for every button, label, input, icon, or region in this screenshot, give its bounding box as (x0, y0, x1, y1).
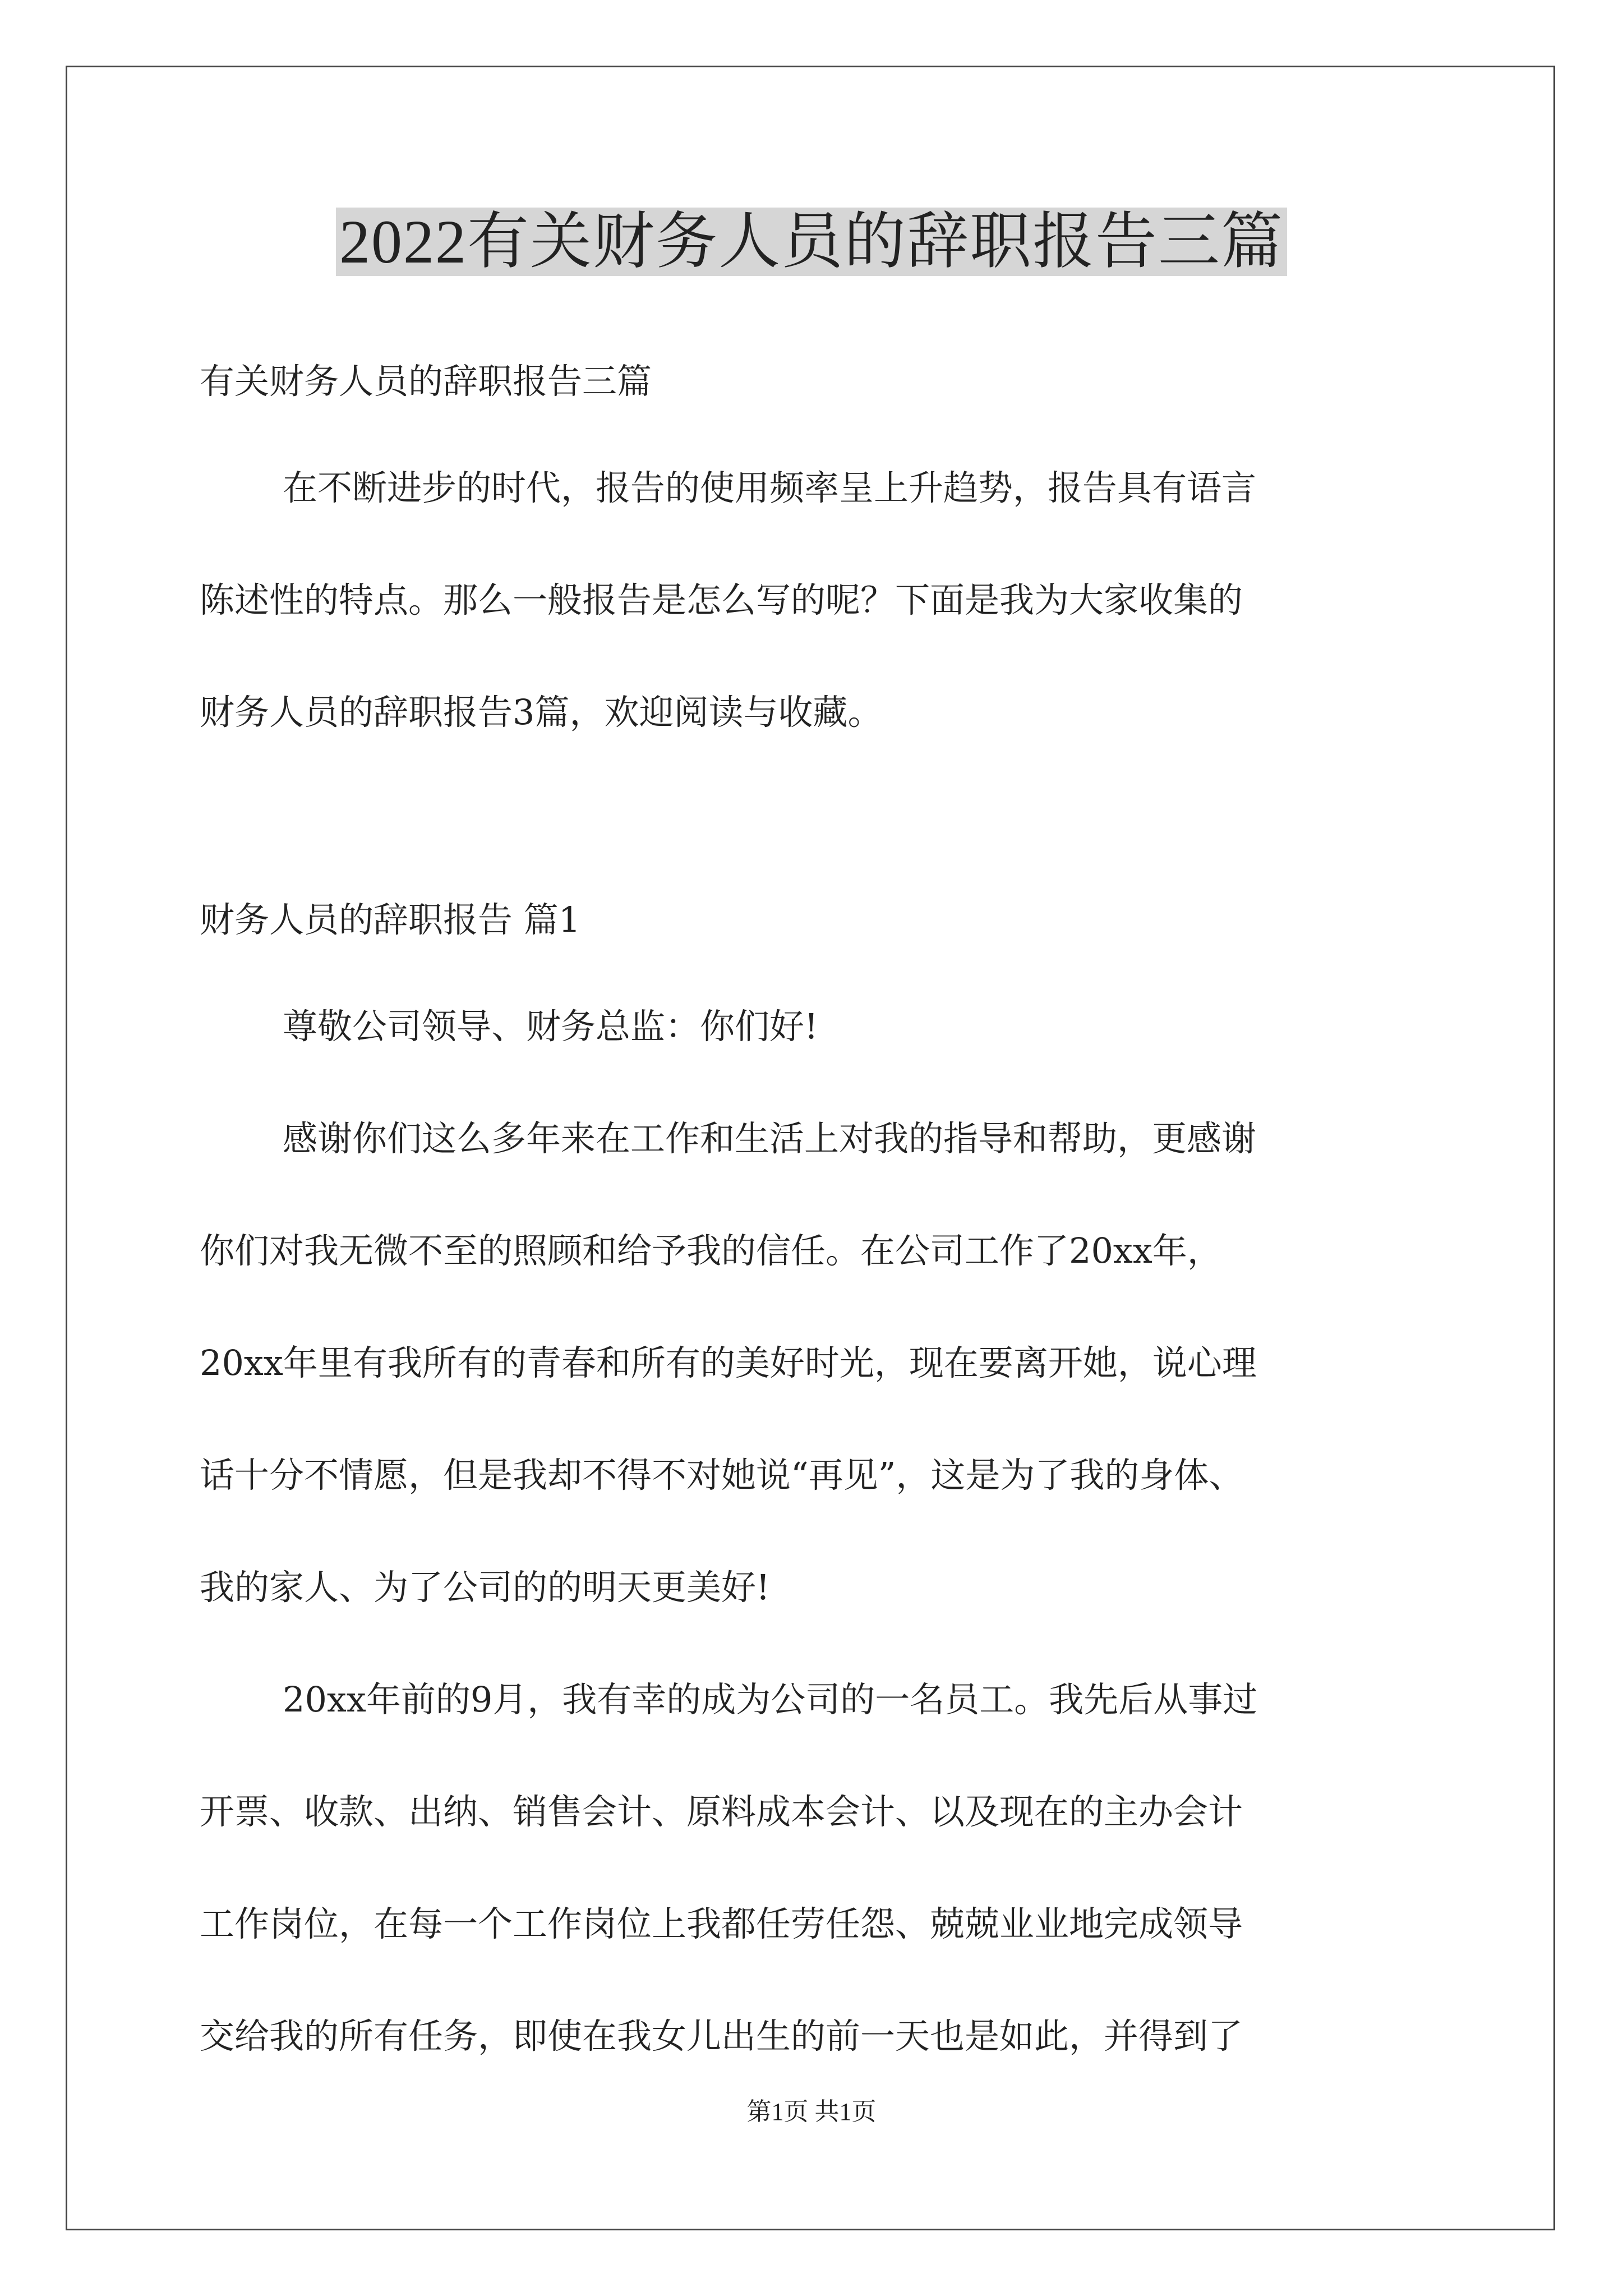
document-title-text: 2022有关财务人员的辞职报告三篇 (336, 208, 1287, 276)
paragraph1-line: 感谢你们这么多年来在工作和生活上对我的指导和帮助，更感谢 (283, 1118, 1257, 1159)
document-title (0, 200, 1623, 284)
paragraph1-line: 话十分不情愿，但是我却不得不对她说“再见”，这是为了我的身体、 (200, 1455, 1244, 1496)
paragraph2-line: 开票、收款、出纳、销售会计、原料成本会计、以及现在的主办会计 (200, 1791, 1243, 1832)
intro-line: 陈述性的特点。那么一般报告是怎么写的呢？下面是我为大家收集的 (200, 579, 1243, 620)
intro-line: 财务人员的辞职报告3篇，欢迎阅读与收藏。 (200, 692, 883, 733)
letter-body (200, 970, 1428, 2092)
intro-line: 在不断进步的时代，报告的使用频率呈上升趋势，报告具有语言 (283, 467, 1257, 508)
document-subtitle-block (200, 325, 1428, 438)
paragraph2-line: 交给我的所有任务，即使在我女儿出生的前一天也是如此，并得到了 (200, 2016, 1243, 2056)
section-heading: 财务人员的辞职报告 篇1 (200, 899, 581, 940)
paragraph2-line: 工作岗位，在每一个工作岗位上我都任劳任怨、兢兢业业地完成领导 (200, 1903, 1243, 1944)
greeting-line: 尊敬公司领导、财务总监：你们好! (283, 1006, 818, 1047)
page-number-footer: 第1页 共1页 (746, 2098, 877, 2125)
paragraph2-line: 20xx年前的9月，我有幸的成为公司的一名员工。我先后从事过 (283, 1679, 1258, 1720)
paragraph1-line: 你们对我无微不至的照顾和给予我的信任。在公司工作了20xx年， (200, 1230, 1222, 1271)
paragraph1-line: 20xx年里有我所有的青春和所有的美好时光，现在要离开她，说心理 (200, 1342, 1257, 1383)
section-heading-block (200, 864, 1428, 976)
paragraph1-line: 我的家人、为了公司的的明天更美好! (200, 1567, 770, 1608)
document-subtitle: 有关财务人员的辞职报告三篇 (200, 361, 652, 402)
intro-paragraph (200, 432, 1428, 769)
